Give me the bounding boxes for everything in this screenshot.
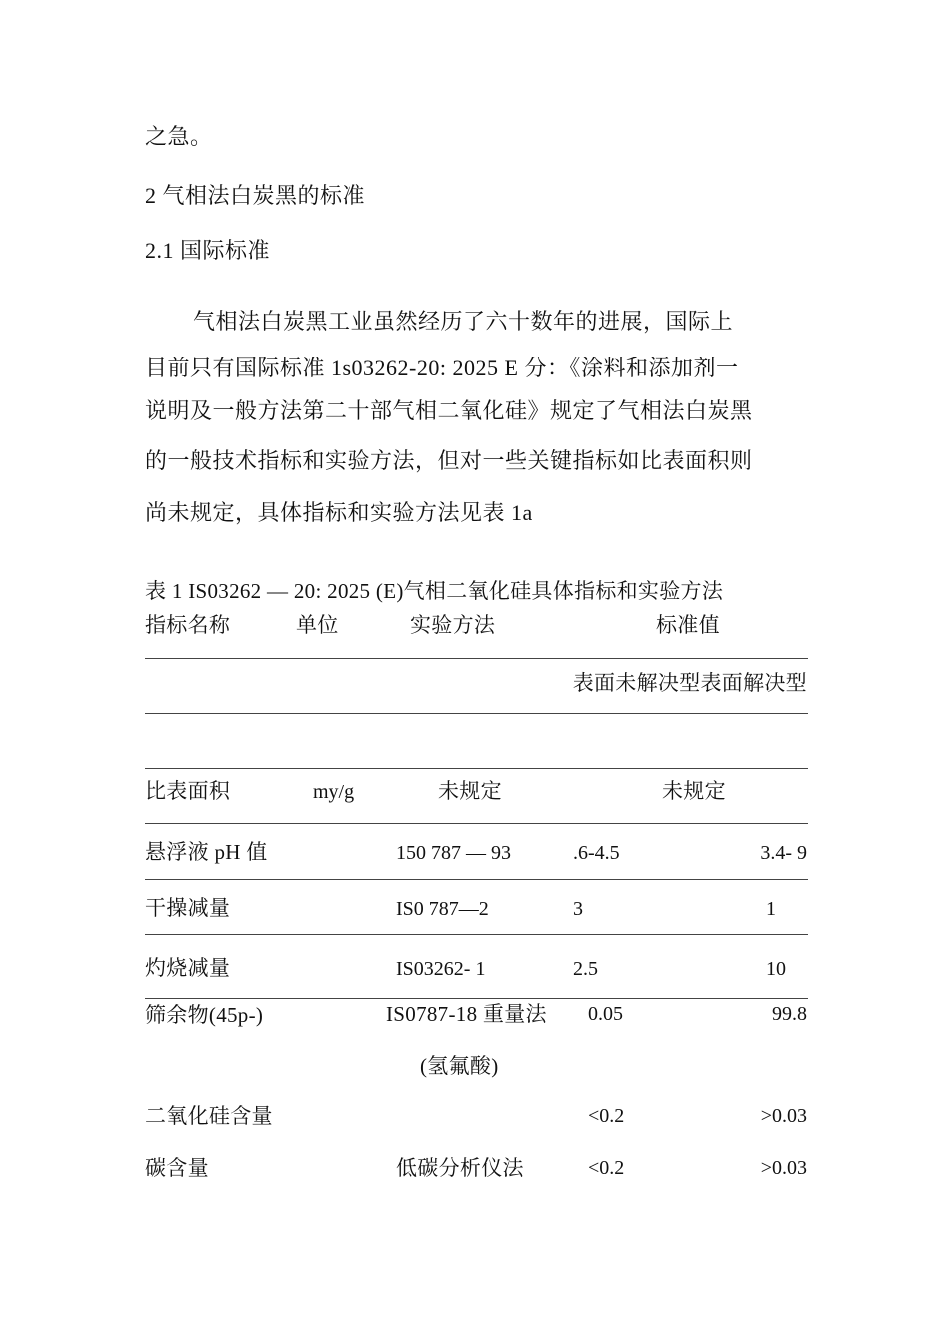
header-indicator-name: 指标名称 xyxy=(145,613,231,637)
table-rule xyxy=(145,823,808,824)
cell-value-treated: 1 xyxy=(766,898,776,920)
header-standard-value: 标准值 xyxy=(656,613,720,637)
cell-value-treated: 99.8 xyxy=(772,1003,807,1025)
cell-method: IS0787-18 重量法 xyxy=(386,1002,547,1026)
cell-name: 比表面积 xyxy=(145,779,231,803)
cell-value-treated: 3.4- 9 xyxy=(760,842,807,864)
cell-value-untreated: <0.2 xyxy=(588,1157,625,1179)
cell-name: 碳含量 xyxy=(145,1156,209,1180)
cell-value-untreated: 0.05 xyxy=(588,1003,623,1025)
cell-name: 筛余物(45p-) xyxy=(145,1003,264,1027)
table-rule xyxy=(145,879,808,880)
cell-method: 低碳分析仪法 xyxy=(396,1156,524,1180)
table-rule xyxy=(145,658,808,659)
cell-name: 干操减量 xyxy=(145,896,231,920)
paragraph-line: 尚未规定，具体指标和实验方法见表 1a xyxy=(145,500,533,525)
cell-method-continuation: (氢氟酸) xyxy=(420,1054,499,1078)
cell-value-treated: >0.03 xyxy=(760,1157,807,1179)
cell-name: 悬浮液 pH 值 xyxy=(145,840,268,864)
cell-method: 150 787 — 93 xyxy=(396,842,511,864)
cell-method: IS03262- 1 xyxy=(396,958,486,980)
table-rule xyxy=(145,998,808,999)
cell-value-untreated: 2.5 xyxy=(573,958,598,980)
section-heading: 2 气相法白炭黑的标准 xyxy=(145,183,366,208)
cell-value-untreated: 3 xyxy=(573,898,583,920)
cell-name: 灼烧减量 xyxy=(145,956,231,980)
cell-value-treated: 10 xyxy=(766,958,786,980)
cell-value-untreated: <0.2 xyxy=(588,1105,625,1127)
cell-unit: my/g xyxy=(313,781,355,803)
paragraph-line: 的一般技术指标和实验方法，但对一些关键指标如比表面积则 xyxy=(145,448,753,473)
table-rule xyxy=(145,934,808,935)
header-test-method: 实验方法 xyxy=(410,613,496,637)
table-caption: 表 1 IS03262 — 20: 2025 (E)气相二氧化硅具体指标和实验方法 xyxy=(145,579,724,603)
paragraph-line: 说明及一般方法第二十部气相二氧化硅》规定了气相法白炭黑 xyxy=(145,398,753,423)
cell-method: IS0 787—2 xyxy=(396,898,489,920)
subheader-surface-types: 表面未解决型表面解决型 xyxy=(572,671,807,695)
table-rule xyxy=(145,768,808,769)
subsection-heading: 2.1 国际标准 xyxy=(145,238,271,263)
paragraph-line: 目前只有国际标准 1s03262-20: 2025 E 分：《涂料和添加剂一 xyxy=(145,357,739,379)
paragraph-line: 气相法白炭黑工业虽然经历了六十数年的进展，国际上 xyxy=(193,309,734,334)
header-unit: 单位 xyxy=(296,613,339,637)
table-rule xyxy=(145,713,808,714)
cell-value-untreated: .6-4.5 xyxy=(573,842,620,864)
intro-tail-text: 之急。 xyxy=(145,124,213,149)
cell-name: 二氧化硅含量 xyxy=(145,1104,273,1128)
cell-value-untreated: 未规定 xyxy=(662,779,726,803)
cell-method: 未规定 xyxy=(438,779,502,803)
cell-value-treated: >0.03 xyxy=(760,1105,807,1127)
